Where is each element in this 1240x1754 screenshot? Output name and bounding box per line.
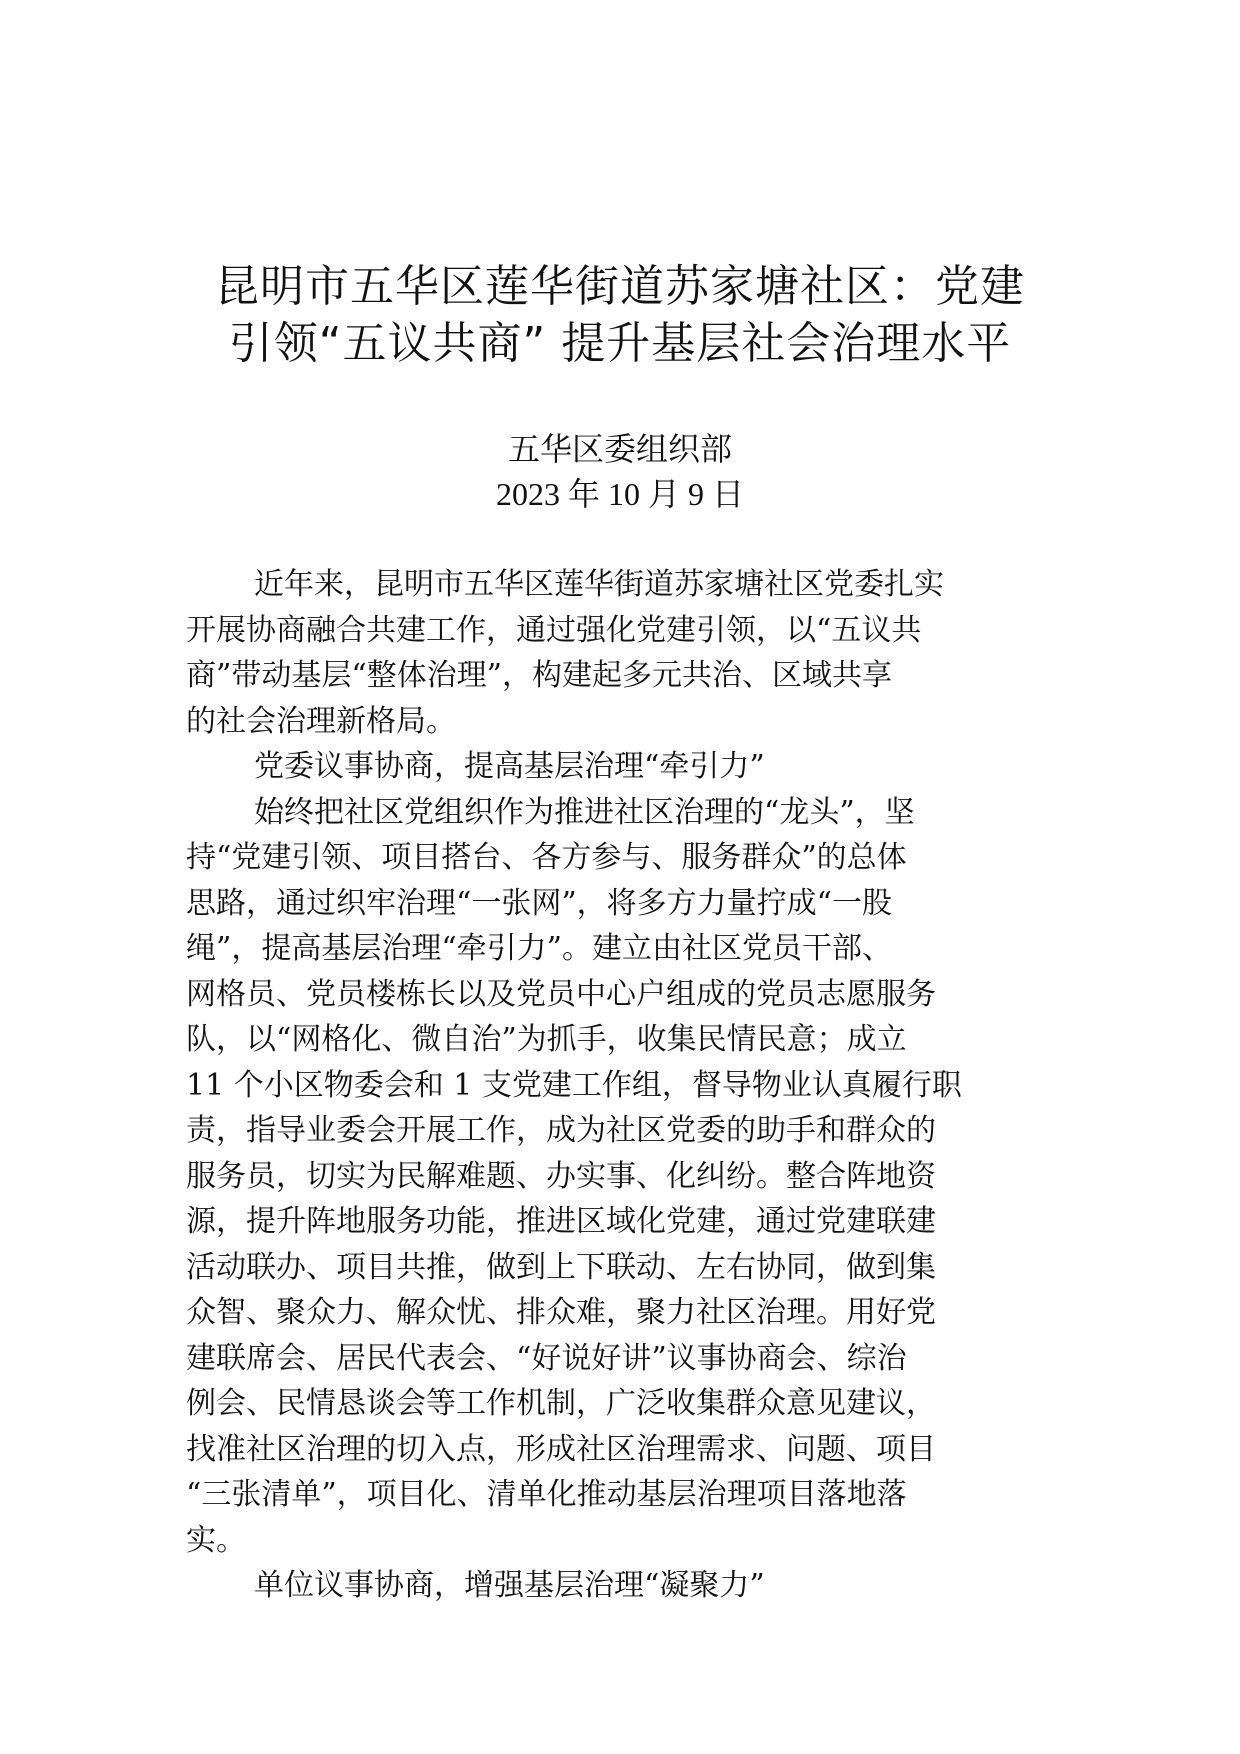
text-line: 找准社区治理的切入点，形成社区治理需求、问题、项目 <box>186 1431 936 1467</box>
text-line: 源，提升阵地服务功能，推进区域化党建，通过党建联建 <box>186 1204 936 1239</box>
text-line: 始终把社区党组织作为推进社区治理的“龙头”，坚 <box>254 794 915 830</box>
title-line: 引领“五议共商” 提升基层社会治理水平 <box>228 318 1012 369</box>
text-line: 队，以“网格化、微自治”为抓手，收集民情民意；成立 <box>186 1022 907 1057</box>
text-line: 的社会治理新格局。 <box>186 703 456 739</box>
text-line: 党委议事协商，提高基层治理“牵引力” <box>254 749 765 784</box>
text-line: 责，指导业委会开展工作，成为社区党委的助手和群众的 <box>186 1113 936 1148</box>
text-line: 单位议事协商，增强基层治理“凝聚力” <box>254 1568 765 1603</box>
text-line: 思路，通过织牢治理“一张网”，将多方力量拧成“一股 <box>186 885 893 921</box>
text-line: “三张清单”，项目化、清单化推动基层治理项目落地落 <box>186 1477 907 1512</box>
article-body <box>186 562 1056 1609</box>
section-1-paragraph <box>186 790 1056 1564</box>
text-line: 网格员、党员楼栋长以及党员中心户组成的党员志愿服务 <box>186 976 936 1012</box>
text-line: 近年来，昆明市五华区莲华街道苏家塘社区党委扎实 <box>254 567 944 602</box>
text-line: 开展协商融合共建工作，通过强化党建引领，以“五议共 <box>186 612 922 648</box>
text-line: 11 个小区物委会和 1 支党建工作组，督导物业认真履行职 <box>186 1067 962 1103</box>
text-line: 建联席会、居民代表会、“好说好讲”议事协商会、综治 <box>186 1340 907 1376</box>
text-line: 活动联办、项目共推，做到上下联动、左右协同，做到集 <box>186 1249 936 1285</box>
text-line: 服务员，切实为民解难题、办实事、化纠纷。整合阵地资 <box>186 1158 936 1194</box>
section-heading-2 <box>186 1563 1056 1609</box>
title-line: 昆明市五华区莲华街道苏家塘社区：党建 <box>215 261 1025 312</box>
intro-paragraph <box>186 562 1056 744</box>
document-title <box>150 258 1090 372</box>
text-line: 绳”，提高基层治理“牵引力”。建立由社区党员干部、 <box>186 931 893 966</box>
date-line: 2023 年 10 月 9 日 <box>495 476 744 512</box>
text-line: 例会、民情恳谈会等工作机制，广泛收集群众意见建议， <box>186 1386 936 1421</box>
text-line: 实。 <box>186 1522 246 1558</box>
author-line: 五华区委组织部 <box>507 430 732 468</box>
text-line: 持“党建引领、项目搭台、各方参与、服务群众”的总体 <box>186 840 907 875</box>
section-heading-1 <box>186 744 1056 790</box>
text-line: 商”带动基层“整体治理”，构建起多元共治、区域共享 <box>186 658 893 693</box>
text-line: 众智、聚众力、解众忧、排众难，聚力社区治理。用好党 <box>186 1295 936 1330</box>
